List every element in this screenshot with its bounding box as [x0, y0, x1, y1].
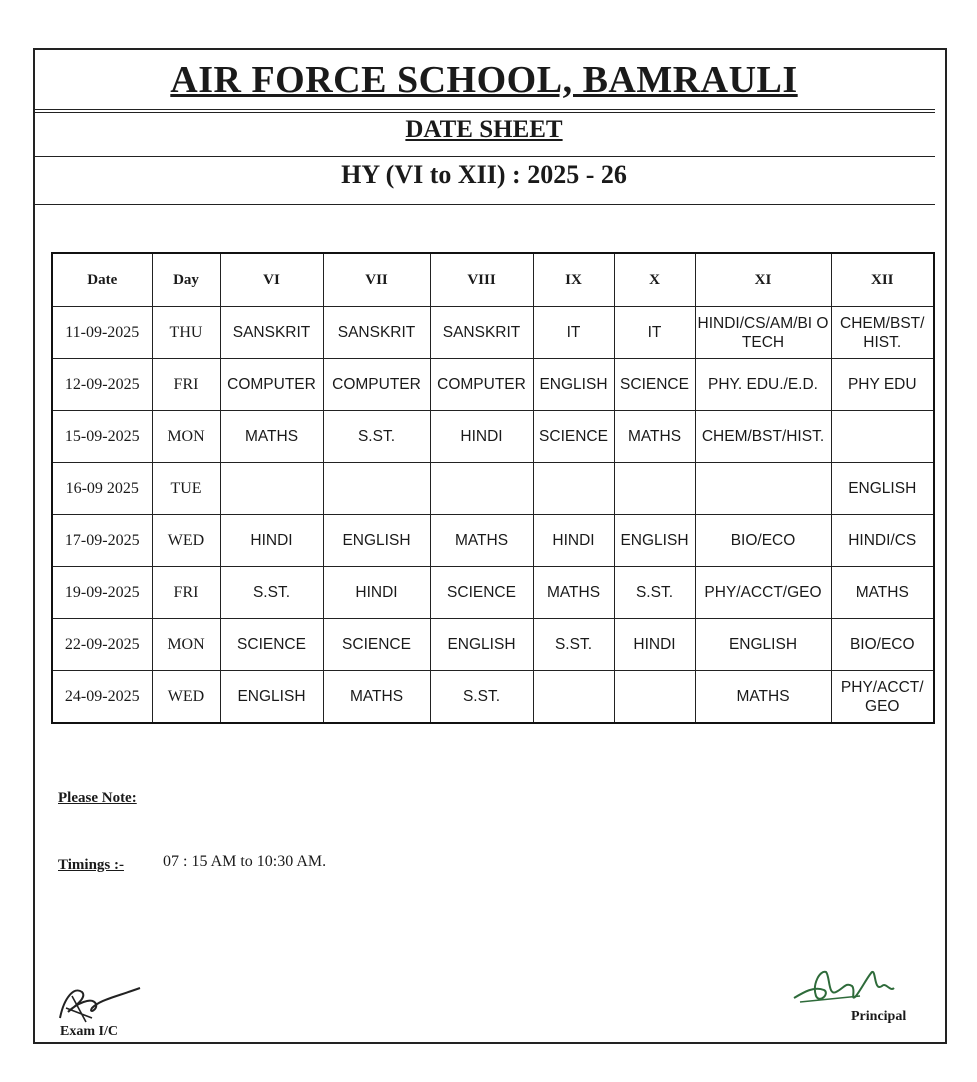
date-cell: 12-09-2025	[52, 359, 152, 411]
subject-cell: MATHS	[695, 671, 831, 724]
timings-label: Timings :-	[58, 857, 124, 873]
col-header: Date	[52, 253, 152, 307]
subject-cell: ENGLISH	[323, 515, 430, 567]
subject-cell: HINDI/CS/AM/BI O TECH	[695, 307, 831, 359]
subject-cell: SANSKRIT	[220, 307, 323, 359]
subject-cell: HINDI	[533, 515, 614, 567]
subject-cell: S.ST.	[614, 567, 695, 619]
subject-cell: MATHS	[430, 515, 533, 567]
day-cell: TUE	[152, 463, 220, 515]
day-cell: WED	[152, 515, 220, 567]
exam-header	[33, 157, 935, 205]
subject-cell: BIO/ECO	[695, 515, 831, 567]
exam-ic-label: Exam I/C	[60, 1024, 118, 1039]
timings-value: 07 : 15 AM to 10:30 AM.	[163, 853, 327, 870]
subject-cell	[614, 463, 695, 515]
col-header: VIII	[430, 253, 533, 307]
day-cell: WED	[152, 671, 220, 724]
subject-cell: SCIENCE	[533, 411, 614, 463]
subject-cell: HINDI	[220, 515, 323, 567]
subject-cell: ENGLISH	[430, 619, 533, 671]
subject-cell: HINDI	[430, 411, 533, 463]
subject-cell: S.ST.	[533, 619, 614, 671]
date-cell: 19-09-2025	[52, 567, 152, 619]
subject-cell: PHY/ACCT/ GEO	[831, 671, 934, 724]
subject-cell: COMPUTER	[430, 359, 533, 411]
subject-cell: ENGLISH	[614, 515, 695, 567]
subject-cell: BIO/ECO	[831, 619, 934, 671]
day-cell: THU	[152, 307, 220, 359]
table-row	[52, 567, 934, 619]
table-row	[52, 307, 934, 359]
school-name-header	[33, 52, 935, 110]
subject-cell	[831, 411, 934, 463]
exam-ic-signature	[52, 978, 147, 1026]
date-cell: 24-09-2025	[52, 671, 152, 724]
subject-cell: PHY/ACCT/GEO	[695, 567, 831, 619]
subject-cell: HINDI/CS	[831, 515, 934, 567]
doc-title-header	[33, 112, 935, 157]
subject-cell: IT	[533, 307, 614, 359]
subject-cell: ENGLISH	[533, 359, 614, 411]
subject-cell	[533, 671, 614, 724]
subject-cell: SCIENCE	[430, 567, 533, 619]
col-header: XII	[831, 253, 934, 307]
subject-cell: S.ST.	[430, 671, 533, 724]
header-row	[52, 253, 934, 307]
subject-cell: SCIENCE	[614, 359, 695, 411]
subject-cell	[220, 463, 323, 515]
day-cell: FRI	[152, 567, 220, 619]
subject-cell: CHEM/BST/HIST.	[695, 411, 831, 463]
table-row	[52, 515, 934, 567]
doc-title: DATE SHEET	[405, 116, 563, 143]
subject-cell: MATHS	[614, 411, 695, 463]
date-cell: 11-09-2025	[52, 307, 152, 359]
subject-cell: ENGLISH	[831, 463, 934, 515]
subject-cell: SCIENCE	[323, 619, 430, 671]
subject-cell: ENGLISH	[220, 671, 323, 724]
subject-cell: S.ST.	[323, 411, 430, 463]
subject-cell: CHEM/BST/ HIST.	[831, 307, 934, 359]
subject-cell	[533, 463, 614, 515]
subject-cell: MATHS	[220, 411, 323, 463]
col-header: IX	[533, 253, 614, 307]
table-row	[52, 671, 934, 724]
exam-title: HY (VI to XII) : 2025 - 26	[341, 160, 627, 189]
subject-cell: S.ST.	[220, 567, 323, 619]
date-sheet-table	[51, 252, 935, 724]
table-row	[52, 359, 934, 411]
subject-cell	[695, 463, 831, 515]
table-row	[52, 463, 934, 515]
subject-cell: PHY EDU	[831, 359, 934, 411]
day-cell: FRI	[152, 359, 220, 411]
col-header: VI	[220, 253, 323, 307]
subject-cell: SANSKRIT	[430, 307, 533, 359]
table-body	[52, 307, 934, 724]
subject-cell: MATHS	[533, 567, 614, 619]
subject-cell: HINDI	[614, 619, 695, 671]
date-cell: 17-09-2025	[52, 515, 152, 567]
col-header: X	[614, 253, 695, 307]
subject-cell: MATHS	[831, 567, 934, 619]
col-header: VII	[323, 253, 430, 307]
subject-cell: COMPUTER	[220, 359, 323, 411]
subject-cell	[430, 463, 533, 515]
date-cell: 22-09-2025	[52, 619, 152, 671]
please-note-label: Please Note:	[58, 790, 137, 806]
principal-signature	[790, 962, 910, 1014]
subject-cell: MATHS	[323, 671, 430, 724]
school-name: AIR FORCE SCHOOL, BAMRAULI	[170, 59, 798, 101]
col-header: Day	[152, 253, 220, 307]
date-cell: 16-09 2025	[52, 463, 152, 515]
col-header: XI	[695, 253, 831, 307]
subject-cell: ENGLISH	[695, 619, 831, 671]
day-cell: MON	[152, 411, 220, 463]
principal-label: Principal	[851, 1009, 907, 1024]
subject-cell: HINDI	[323, 567, 430, 619]
date-cell: 15-09-2025	[52, 411, 152, 463]
subject-cell: PHY. EDU./E.D.	[695, 359, 831, 411]
day-cell: MON	[152, 619, 220, 671]
table-row	[52, 411, 934, 463]
subject-cell: IT	[614, 307, 695, 359]
subject-cell	[614, 671, 695, 724]
subject-cell: SCIENCE	[220, 619, 323, 671]
subject-cell: COMPUTER	[323, 359, 430, 411]
subject-cell	[323, 463, 430, 515]
subject-cell: SANSKRIT	[323, 307, 430, 359]
table-row	[52, 619, 934, 671]
